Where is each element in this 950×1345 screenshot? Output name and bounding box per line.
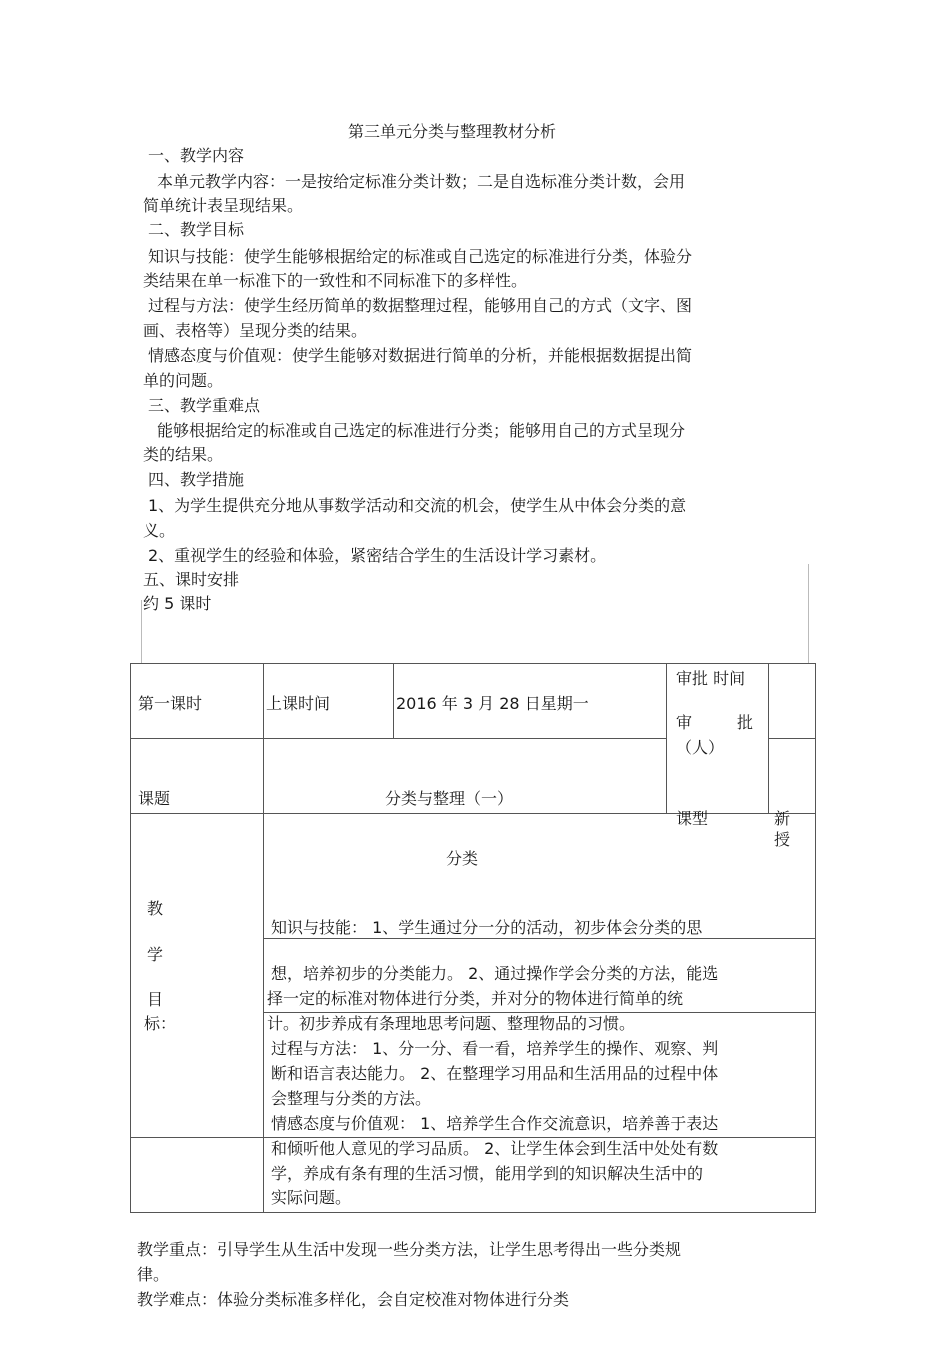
goal-label: 标： — [144, 1014, 177, 1033]
goal-text: 计。初步养成有条理地思考问题、整理物品的习惯。 — [267, 1014, 636, 1033]
section-text: 类结果在单一标准下的一致性和不同标准下的多样性。 — [143, 271, 528, 290]
faint-guide — [141, 600, 142, 664]
key-point-cont: 律。 — [137, 1265, 170, 1284]
table-border — [130, 1212, 816, 1213]
section-text: 过程与方法：使学生经历简单的数据整理过程，能够用自己的方式（文字、图 — [148, 296, 693, 315]
approver-label: 审 — [676, 713, 693, 732]
section-heading-goals: 二、教学目标 — [148, 220, 245, 239]
table-border — [263, 663, 264, 1213]
section-text: 情感态度与价值观：使学生能够对数据进行简单的分析，并能根据数据提出简 — [148, 346, 693, 365]
approver-label: 批 — [737, 713, 754, 732]
goal-text: 断和语言表达能力。 2、在整理学习用品和生活用品的过程中体 — [271, 1064, 719, 1083]
section-text: 类的结果。 — [143, 445, 224, 464]
topic-value: 分类与整理（一） — [385, 789, 514, 808]
lesson-type-value: 新 — [774, 809, 791, 828]
table-border — [130, 663, 816, 664]
goal-text: 择一定的标准对物体进行分类，并对分的物体进行简单的统 — [267, 989, 684, 1008]
section-text: 1、为学生提供充分地从事数学活动和交流的机会，使学生从中体会分类的意 — [148, 496, 687, 515]
goal-text: 会整理与分类的方法。 — [271, 1089, 432, 1108]
goal-label: 学 — [147, 945, 164, 964]
faint-guide — [808, 564, 809, 664]
difficulty: 教学难点：体验分类标准多样化，会自定校准对物体进行分类 — [137, 1290, 570, 1309]
lesson-type-label: 课型 — [676, 809, 709, 828]
page-title: 第三单元分类与整理教材分析 — [348, 122, 557, 141]
class-time-label: 上课时间 — [266, 694, 331, 713]
goal-text: 和倾听他人意见的学习品质。 2、让学生体会到生活中处处有数 — [271, 1139, 719, 1158]
approver-label: （人） — [676, 738, 725, 757]
table-border — [130, 813, 816, 814]
section-text: 2、重视学生的经验和体验，紧密结合学生的生活设计学习素材。 — [148, 546, 607, 565]
table-border — [768, 663, 769, 814]
section-text: 单的问题。 — [143, 371, 224, 390]
subtopic: 分类 — [446, 849, 479, 868]
section-text: 画、表格等）呈现分类的结果。 — [143, 321, 368, 340]
section-text: 本单元教学内容：一是按给定标准分类计数；二是自选标准分类计数，会用 — [157, 172, 686, 191]
section-heading-schedule: 五、课时安排 — [143, 570, 240, 589]
section-text: 知识与技能：使学生能够根据给定的标准或自己选定的标准进行分类，体验分 — [148, 247, 693, 266]
table-border — [130, 738, 667, 739]
table-border — [666, 663, 667, 814]
goal-text: 实际问题。 — [271, 1188, 352, 1207]
section-text: 约 5 课时 — [143, 594, 212, 613]
goal-label: 目 — [147, 990, 164, 1009]
goal-text: 学，养成有条有理的生活习惯，能用学到的知识解决生活中的 — [271, 1164, 704, 1183]
goal-text: 情感态度与价值观： 1、培养学生合作交流意识，培养善于表达 — [271, 1114, 719, 1133]
topic-label: 课题 — [138, 789, 171, 808]
goal-label: 教 — [147, 899, 164, 918]
section-heading-measures: 四、教学措施 — [148, 470, 245, 489]
table-border — [130, 663, 131, 1213]
table-border — [393, 663, 394, 739]
lesson-label: 第一课时 — [138, 694, 203, 713]
section-text: 义。 — [143, 521, 176, 540]
goal-text: 过程与方法： 1、分一分、看一看，培养学生的操作、观察、判 — [271, 1039, 719, 1058]
section-heading-content: 一、教学内容 — [148, 146, 245, 165]
goal-text: 想，培养初步的分类能力。 2、通过操作学会分类的方法，能选 — [271, 964, 719, 983]
approval-time-label: 审批 时间 — [676, 669, 746, 688]
table-border — [768, 738, 816, 739]
table-border — [815, 663, 816, 1213]
key-point: 教学重点：引导学生从生活中发现一些分类方法，让学生思考得出一些分类规 — [137, 1240, 682, 1259]
section-text: 简单统计表呈现结果。 — [143, 196, 304, 215]
goal-text: 知识与技能： 1、学生通过分一分的活动，初步体会分类的思 — [271, 918, 703, 937]
section-heading-keypoints: 三、教学重难点 — [148, 396, 261, 415]
section-text: 能够根据给定的标准或自己选定的标准进行分类；能够用自己的方式呈现分 — [157, 421, 686, 440]
lesson-type-value: 授 — [774, 830, 791, 849]
class-date: 2016 年 3 月 28 日星期一 — [396, 694, 589, 713]
